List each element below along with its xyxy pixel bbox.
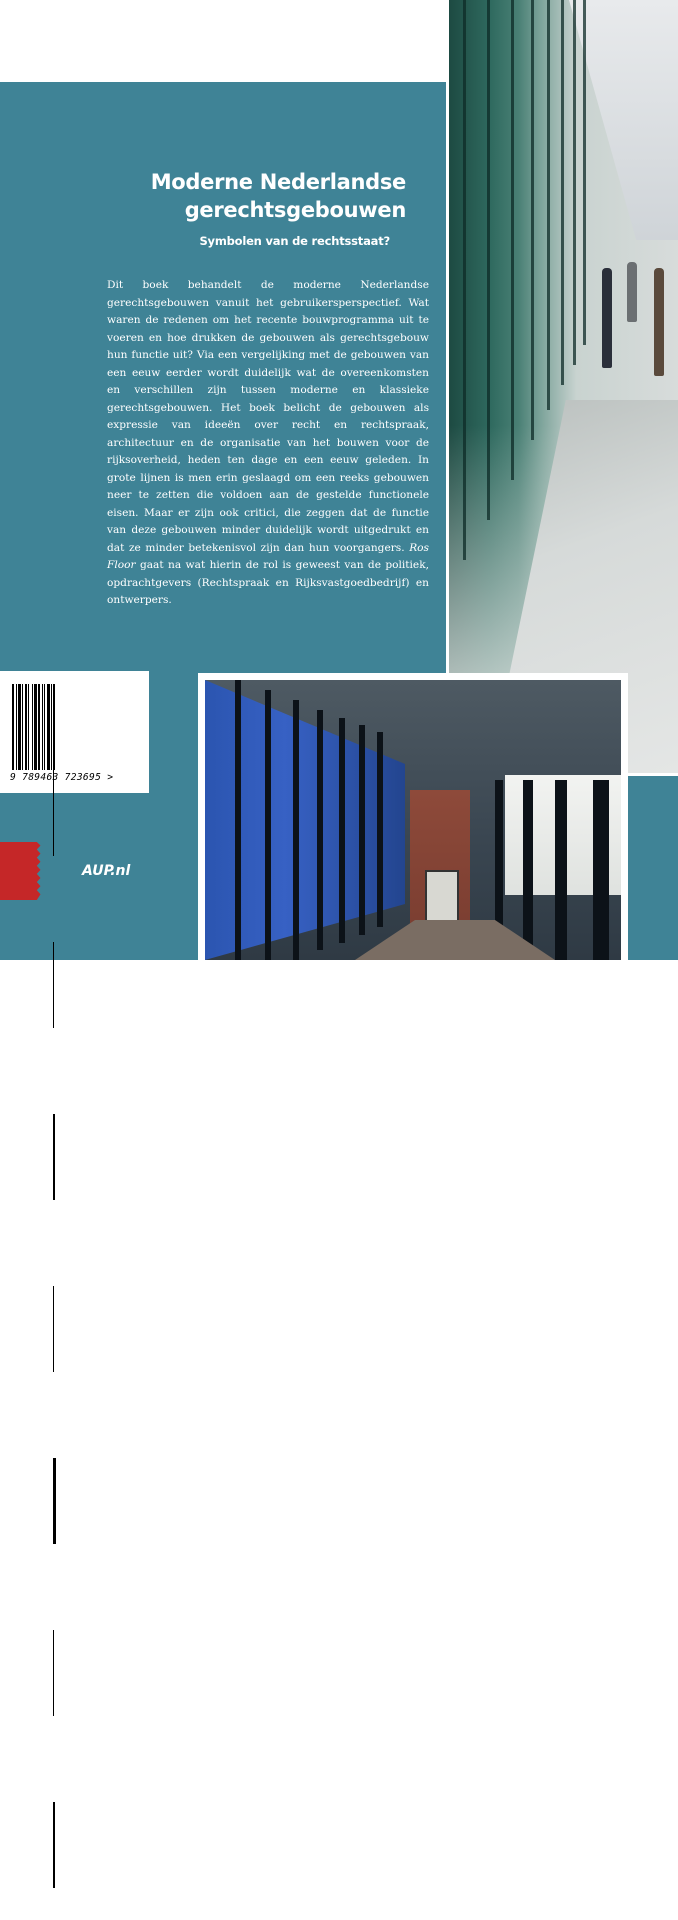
isbn-number: 9 789463 723695 > <box>10 772 114 783</box>
photo-fin <box>235 680 241 960</box>
photo-fin <box>593 780 609 960</box>
photo-mullion <box>511 0 514 480</box>
glass-facade-photo <box>446 0 678 776</box>
isbn-barcode <box>0 671 149 793</box>
author-name: Ros Floor <box>107 541 429 571</box>
photo-fin <box>359 725 365 935</box>
photo-mullion <box>531 0 534 440</box>
photo-person <box>654 268 664 376</box>
photo-fin <box>377 732 383 927</box>
photo-fin <box>339 718 345 943</box>
photo-person <box>602 268 612 368</box>
back-cover-blurb <box>107 277 429 610</box>
publisher-url: AUP.nl <box>82 863 131 879</box>
blurb-text: Dit boek behandelt de moderne Nederlandse gerechtsgebouwen vanuit het gebruikersperspectief. Wat waren de redenen om het recente bouwprogramma uit te voeren en hoe drukken de gebouwen als gerechtsgebouw hun functie uit? Via een vergelijking met de gebouwen van een eeuw eerder wordt duidelijk wat de overeenkomsten en verschillen zijn tussen moderne en klassieke gerechtsgebouwen. Het boek belicht de gebouwen als expressie van ideeën over recht en rechtspraak, architectuur en de organisatie van het bouwen voor de rijksoverheid, heden ten dage en een eeuw geleden. In grote lijnen is men erin geslaagd om een reeks gebouwen neer te zetten die voldoen aan de gestelde functionele eisen. Maar er zijn ook critici, die zeggen dat de functie van deze gebouwen minder duidelijk wordt uitgedrukt en dat ze minder betekenisvol zijn dan hun voorgangers. <box>107 279 429 554</box>
barcode-bars <box>12 684 137 770</box>
book-title-line2: gerechtsgebouwen <box>184 198 406 222</box>
photo-fin <box>317 710 323 950</box>
photo-fin <box>265 690 271 960</box>
book-title <box>106 168 406 224</box>
photo-person <box>627 262 637 322</box>
photo-fin <box>555 780 567 960</box>
photo-inner <box>205 680 621 960</box>
photo-mullion <box>487 0 490 520</box>
photo-mullion <box>561 0 564 385</box>
book-title-line1: Moderne Nederlandse <box>150 170 406 194</box>
photo-fin <box>293 700 299 960</box>
photo-mullion <box>463 0 466 560</box>
photo-mullion <box>573 0 576 365</box>
photo-mullion <box>583 0 586 345</box>
photo-mullion <box>547 0 550 410</box>
courthouse-interior-photo <box>198 673 628 960</box>
book-subtitle: Symbolen van de rechtsstaat? <box>199 234 390 248</box>
photo-fin <box>523 780 533 960</box>
blurb-text-end: gaat na wat hierin de rol is geweest van de politiek, opdrachtgevers (Rechtspraak en Rijksvastgoedbedrijf) en ontwerpers. <box>107 559 429 606</box>
